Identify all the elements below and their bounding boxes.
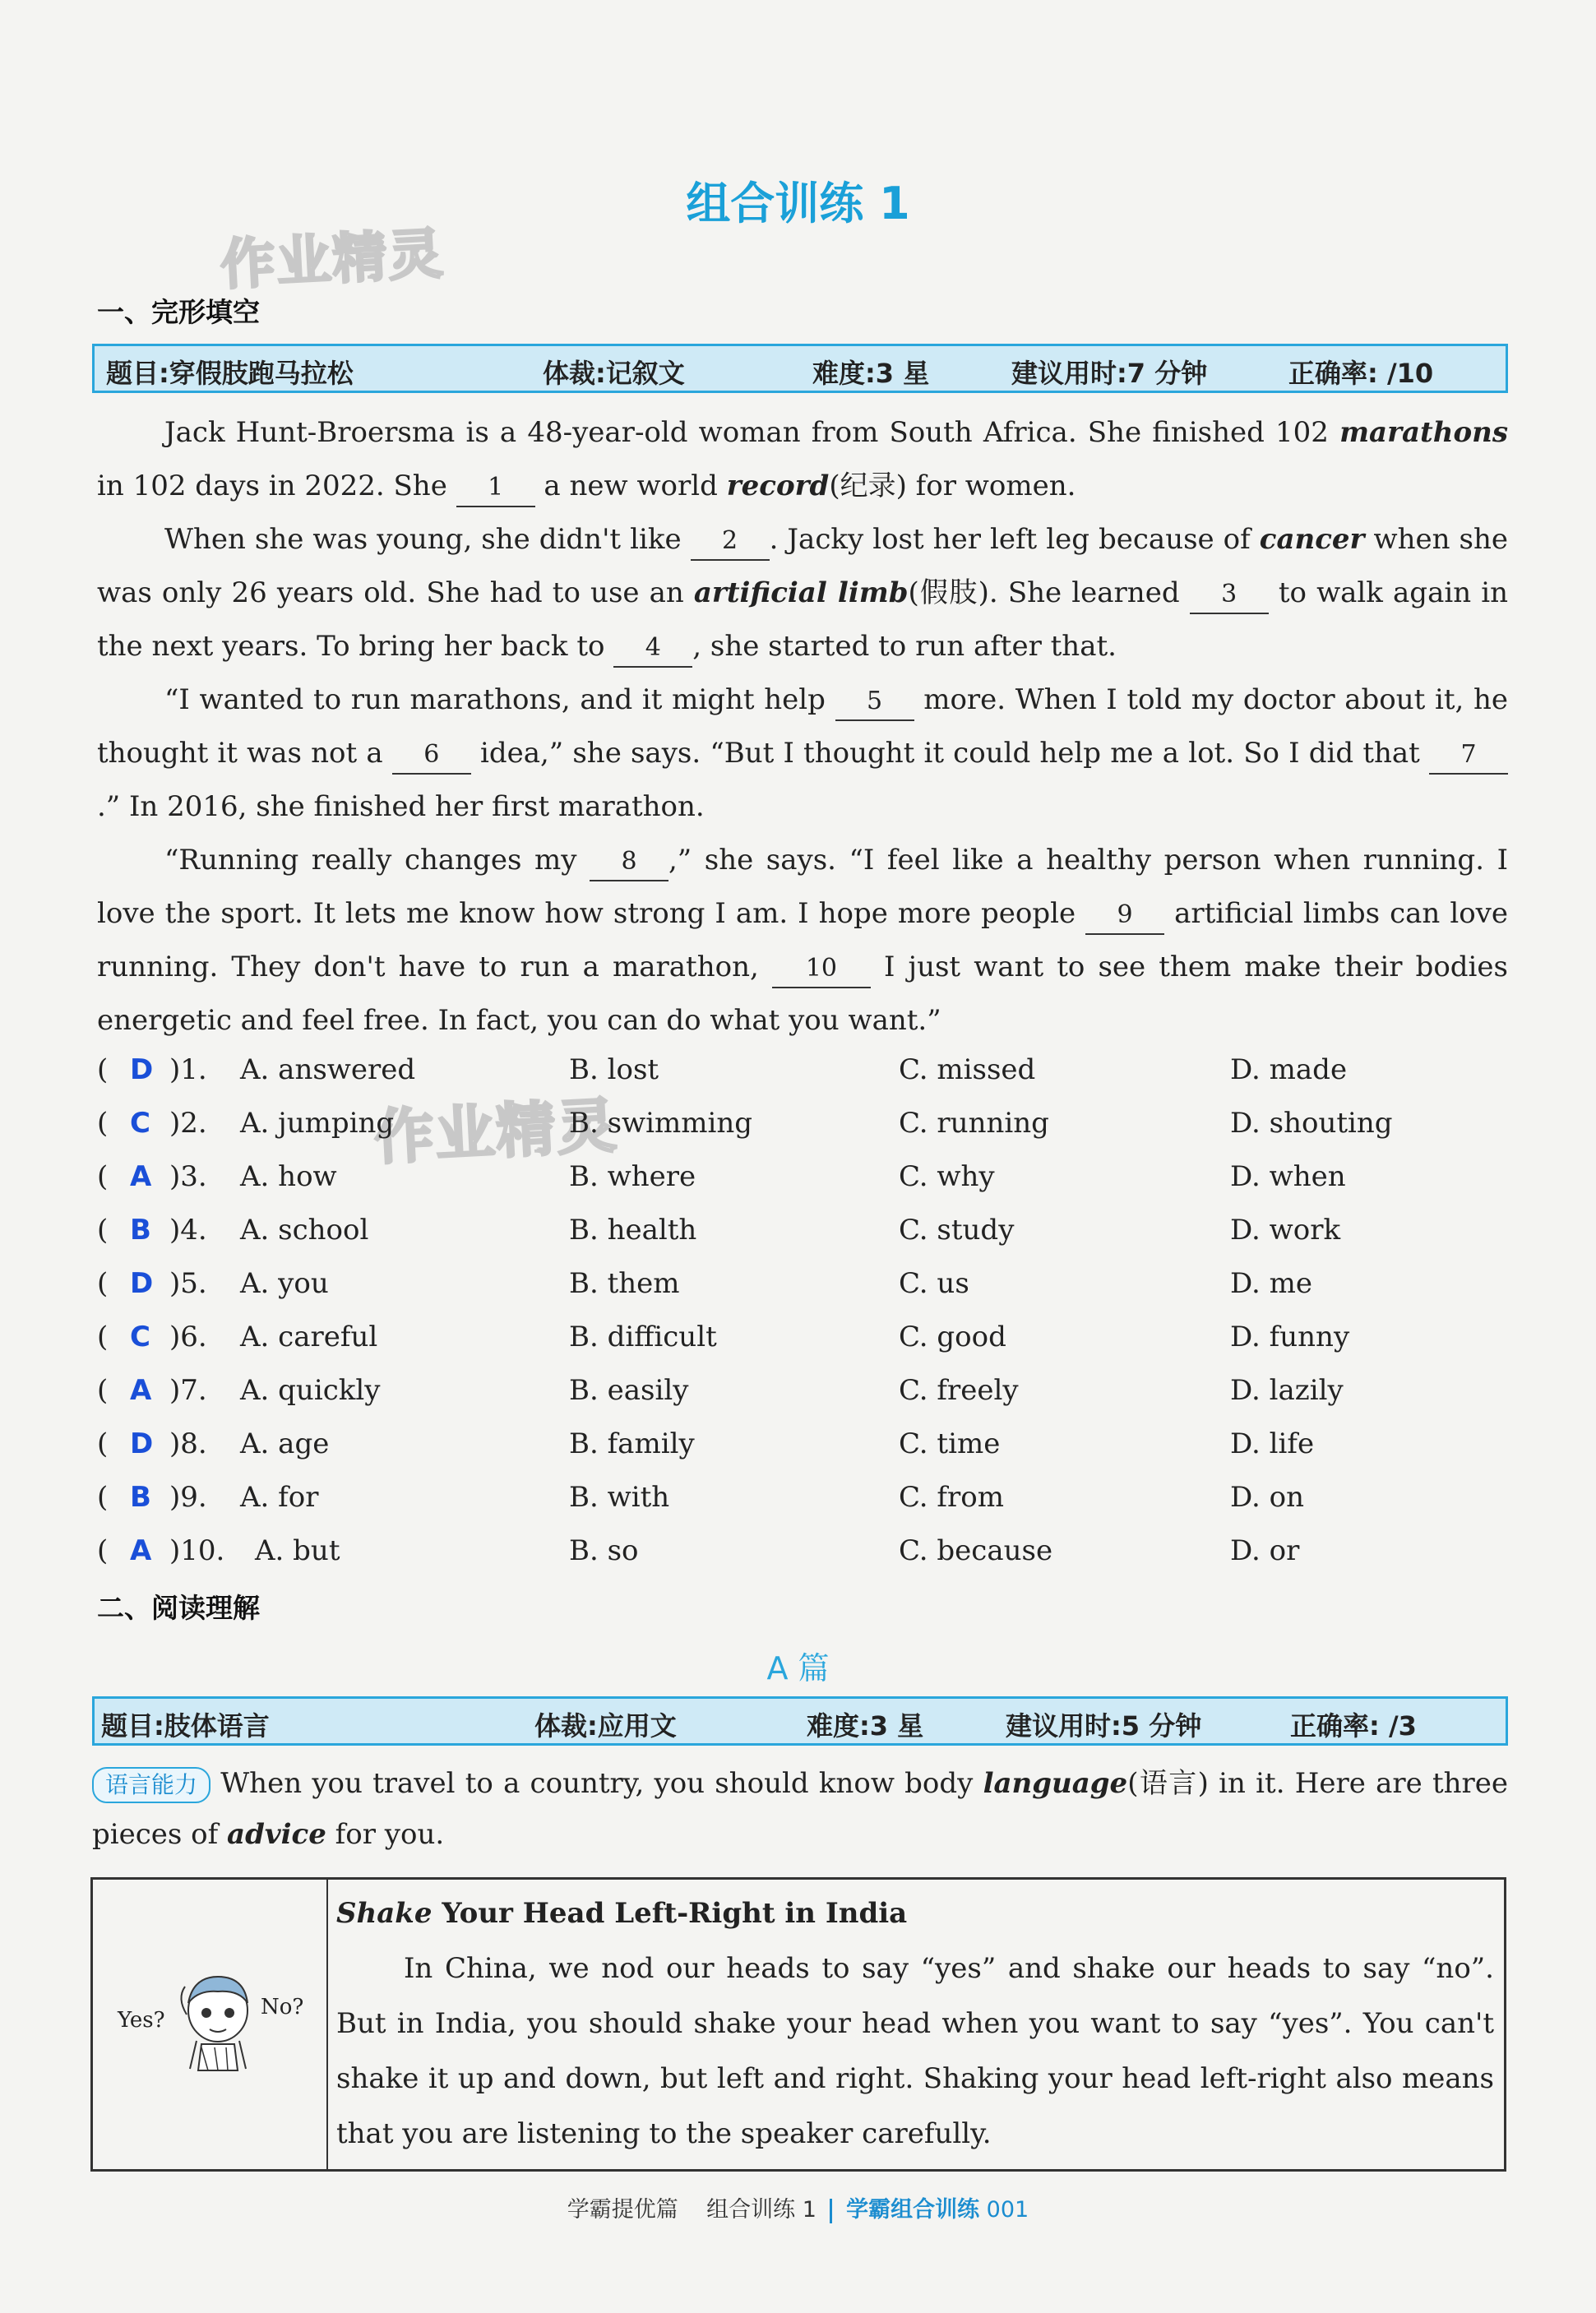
page: 作业精灵 作业精灵 组合训练 1 一、完形填空 题目:穿假肢跑马拉松 体裁:记叙文 难度:3 星 建议用时:7 分钟 正确率: /10 Jack Hunt-Broersma is a 48-year-old woman from South Africa. She finished 102 marathons in 102 days in 2022. She 1 a new world record(纪录) for women. When she was young, she didn't like 2 . Jacky lost her left leg because of cancer when she was only 26 years old. She had to use an artificial limb(假肢). She learned 3 to walk again in the next years. To bring her back to 4 , she started to run after that. “I wanted to run marathons, and it might help 5 more. When I told my doctor about it, he thought it was not a 6 idea,” she says. “But I thought it could help me a lot. So I did that 7.” In 2016, she finished her first marathon. “Running really changes my 8 ,” she says. “I feel like a healthy person when running. I love the sport. It lets me know how strong I am. I hope more people 9 artificial limbs can love running. They don't have to run a marathon, 10 I just want to see them make their bodies energetic and feel free. In fact, you can do what you want.” ( D )1. A. answered B. lost C. missed D. made ( C )2. A. jumping B. swimming C. running D. shouting ( A )3. A. how B. where C. why D. when ( B )4. A. school B. health C. study D. work ( D )5. A. you B. them C. us D. me ( C )6. A. careful B. difficult C. good D. funny ( A )7. A. quickly B. easily C. freely D. lazily ( D )8. A. age B. family C. time D. life ( B )9. A. for B. with C. from D. on ( A )10. A. but B. so C. because D. or 二、阅读理解 A 篇 题目:肢体语言 体裁:应用文 难度:3 星 建议用时:5 分钟 正确率: /3 语言能力 When you travel to a country, you should know body language(语言) in it. Here are three pieces of advice for you. Yes? No? Shake Your Head Left-Right in India In China, we nod our heads to say “yes” and shake our heads to say “no”. But in India, you should shake your head when you want to say “yes”. You can't shake it up and down, but left and right. Shaking your head left-right also means that you are listening to the speaker carefully. 学霸提优篇 组合训练 1 学霸组合训练 001: [0, 0, 1596, 2313]
illustration-cell: [93, 1880, 328, 2169]
option-b[interactable]: B. difficult: [569, 1321, 717, 1353]
illus-yes-label: Yes?: [118, 2008, 165, 2033]
answer: A: [130, 1160, 152, 1193]
blank-1[interactable]: 1: [456, 470, 535, 507]
blank-8[interactable]: 8: [590, 844, 668, 881]
bar-genre: 体裁:应用文: [534, 1710, 677, 1742]
cloze-info-bar: [92, 344, 1508, 393]
option-b[interactable]: B. so: [569, 1534, 639, 1567]
bar-time: 建议用时:5 分钟: [1006, 1710, 1202, 1742]
bar-accuracy: 正确率: /10: [1288, 358, 1434, 389]
boy-thinking-illustration: [169, 1965, 267, 2072]
option-d[interactable]: D. when: [1230, 1160, 1346, 1193]
page-number: 001: [986, 2197, 1029, 2223]
option-a[interactable]: A. quickly: [240, 1374, 381, 1407]
paragraph: Jack Hunt-Broersma is a 48-year-old woman from South Africa. She finished 102 marathons in 102 days in 2022. She 1 a new world record(纪录) for women.: [97, 406, 1508, 513]
footer-brand: 学霸组合训练: [846, 2197, 980, 2223]
bar-accuracy: 正确率: /3: [1290, 1710, 1417, 1742]
illus-no-label: No?: [261, 1995, 304, 2019]
option-d[interactable]: D. or: [1230, 1534, 1300, 1567]
bar-topic: 题目:肢体语言: [101, 1710, 270, 1742]
option-c[interactable]: C. freely: [899, 1374, 1019, 1407]
option-d[interactable]: D. life: [1230, 1427, 1315, 1460]
blank-9[interactable]: 9: [1085, 897, 1164, 935]
option-d[interactable]: D. on: [1230, 1481, 1305, 1514]
bar-topic: 题目:穿假肢跑马拉松: [106, 358, 354, 389]
blank-2[interactable]: 2: [691, 523, 770, 561]
option-a[interactable]: A. school: [240, 1214, 369, 1247]
page-footer: [0, 2191, 1596, 2223]
option-c[interactable]: C. us: [899, 1267, 969, 1300]
answer: D: [130, 1053, 154, 1086]
cloze-passage: [97, 406, 1508, 1048]
option-b[interactable]: B. with: [569, 1481, 670, 1514]
option-c[interactable]: C. why: [899, 1160, 995, 1193]
blank-6[interactable]: 6: [392, 737, 471, 775]
option-a[interactable]: A. answered: [240, 1053, 416, 1086]
section-heading-cloze: 一、完形填空: [97, 296, 260, 328]
option-a[interactable]: A. age: [240, 1427, 330, 1460]
answer: D: [130, 1267, 154, 1300]
option-d[interactable]: D. work: [1230, 1214, 1341, 1247]
answer: B: [130, 1214, 151, 1247]
answer: C: [130, 1107, 150, 1140]
answer: D: [130, 1427, 154, 1460]
blank-4[interactable]: 4: [613, 630, 692, 668]
blank-3[interactable]: 3: [1190, 576, 1269, 614]
answer: A: [130, 1374, 152, 1407]
answer: C: [130, 1321, 150, 1353]
option-a[interactable]: A. jumping: [240, 1107, 395, 1140]
bar-difficulty: 难度:3 星: [812, 358, 930, 389]
option-d[interactable]: D. shouting: [1230, 1107, 1393, 1140]
option-c[interactable]: C. missed: [899, 1053, 1036, 1086]
option-a[interactable]: A. how: [240, 1160, 337, 1193]
answer: A: [130, 1534, 152, 1567]
option-d[interactable]: D. me: [1230, 1267, 1313, 1300]
footer-book: 学霸提优篇: [567, 2197, 678, 2223]
section-heading-reading: 二、阅读理解: [97, 1592, 260, 1624]
paragraph: “Running really changes my 8 ,” she says. “I feel like a healthy person when running. I love the sport. It lets me know how strong I am. I hope more people 9 artificial limbs can love running. They don't have to run a marathon, 10 I just want to see them make their bodies energetic and feel free. In fact, you can do what you want.”: [97, 844, 1509, 1037]
page-title: 组合训练 1: [686, 178, 910, 229]
option-c[interactable]: C. study: [899, 1214, 1015, 1247]
watermark: 作业精灵: [219, 221, 446, 298]
option-b[interactable]: B. easily: [569, 1374, 689, 1407]
option-b[interactable]: B. health: [569, 1214, 697, 1247]
option-a[interactable]: A. but: [255, 1534, 340, 1567]
advice-content: [336, 1886, 1494, 2162]
option-c[interactable]: C. good: [899, 1321, 1006, 1353]
answer: B: [130, 1481, 151, 1514]
option-b[interactable]: B. them: [569, 1267, 680, 1300]
option-d[interactable]: D. funny: [1230, 1321, 1350, 1353]
reading-info-bar: [92, 1696, 1508, 1746]
bar-time: 建议用时:7 分钟: [1011, 358, 1208, 389]
advice-heading: Shake Your Head Left-Right in India: [336, 1897, 908, 1930]
option-b[interactable]: B. lost: [569, 1053, 659, 1086]
paragraph: “I wanted to run marathons, and it might help 5 more. When I told my doctor about it, he thought it was not a 6 idea,” she says. “But I thought it could help me a lot. So I did that 7.” In 2016, she finished her first marathon.: [97, 683, 1508, 823]
paragraph: When she was young, she didn't like 2 . Jacky lost her left leg because of cancer when she was only 26 years old. She had to use an artificial limb(假肢). She learned 3 to walk again in the next years. To bring her back to 4 , she started to run after that.: [97, 513, 1508, 673]
passage-subtitle: A 篇: [766, 1650, 830, 1686]
option-a[interactable]: A. you: [240, 1267, 329, 1300]
option-c[interactable]: C. time: [899, 1427, 1001, 1460]
blank-10[interactable]: 10: [772, 951, 871, 988]
option-d[interactable]: D. lazily: [1230, 1374, 1344, 1407]
option-b[interactable]: B. swimming: [569, 1107, 753, 1140]
blank-7[interactable]: 7: [1429, 737, 1508, 775]
advice-text: In China, we nod our heads to say “yes” and shake our heads to say “no”. But in India, you should shake your head when you want to say “yes”. You can't shake it up and down, but left and right. Shaking your head left-right also means that you are listening to the speaker carefully.: [336, 1952, 1494, 2150]
option-c[interactable]: C. because: [899, 1534, 1053, 1567]
option-b[interactable]: B. where: [569, 1160, 696, 1193]
blank-5[interactable]: 5: [835, 683, 914, 721]
advice-box: [90, 1877, 1506, 2172]
option-a[interactable]: A. for: [240, 1481, 319, 1514]
footer-unit: 组合训练 1: [706, 2197, 817, 2223]
watermark: 作业精灵: [372, 1090, 620, 1173]
footer-divider: [830, 2199, 832, 2223]
reading-intro: 语言能力 When you travel to a country, you should know body language(语言) in it. Here are three pieces of advice for you.: [92, 1767, 1508, 1851]
bar-difficulty: 难度:3 星: [807, 1710, 924, 1742]
bar-genre: 体裁:记叙文: [543, 358, 685, 389]
option-a[interactable]: A. careful: [240, 1321, 378, 1353]
skill-tag: 语言能力: [92, 1767, 210, 1803]
option-c[interactable]: C. from: [899, 1481, 1004, 1514]
option-b[interactable]: B. family: [569, 1427, 695, 1460]
option-d[interactable]: D. made: [1230, 1053, 1348, 1086]
option-c[interactable]: C. running: [899, 1107, 1049, 1140]
